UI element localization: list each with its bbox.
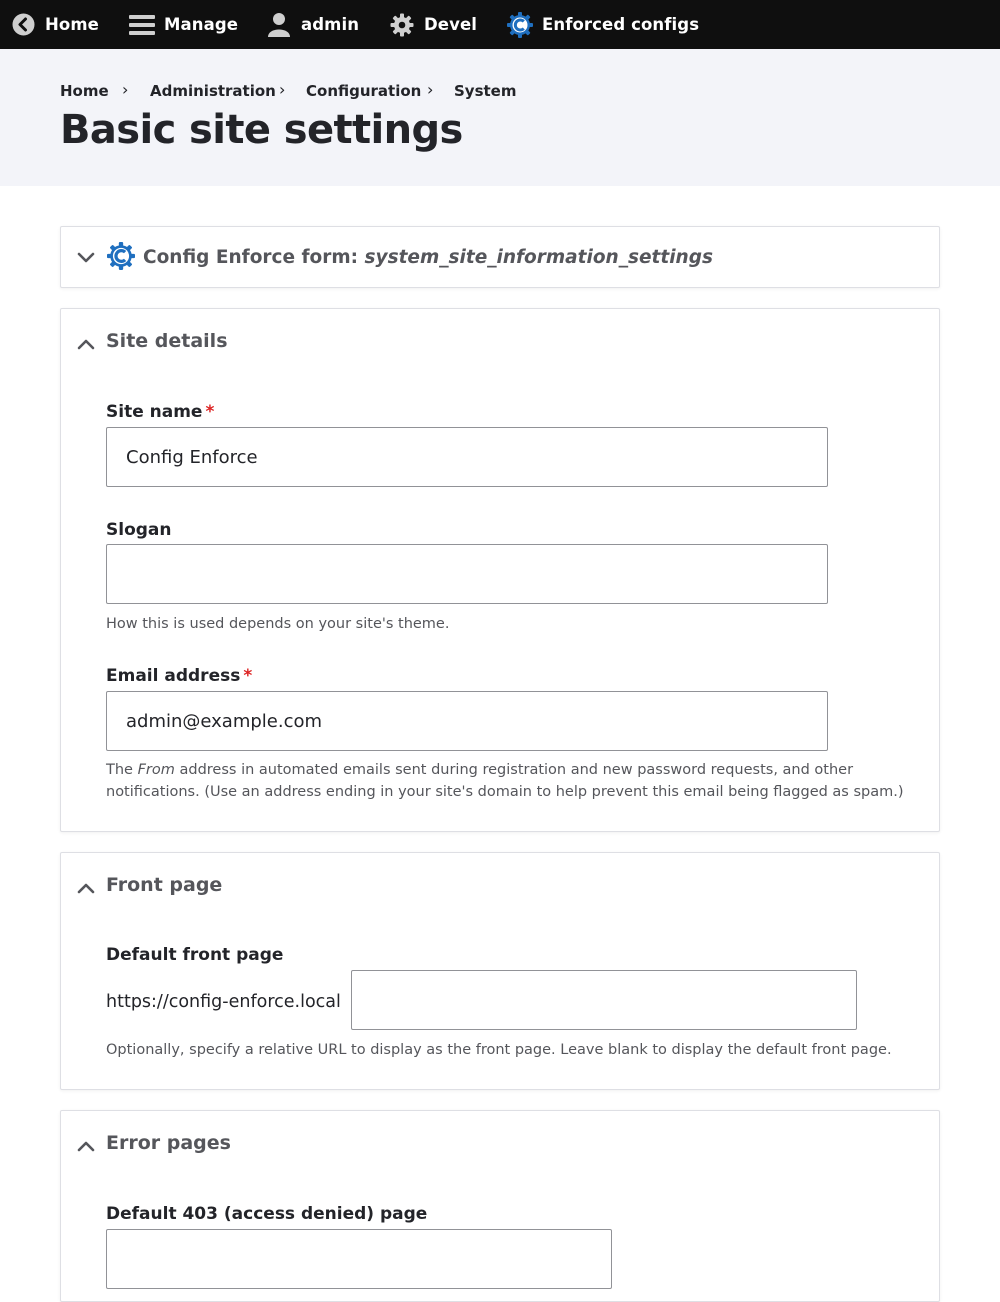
error-pages-summary[interactable] — [61, 1111, 939, 1173]
site-details-summary[interactable] — [61, 309, 939, 371]
breadcrumb-system[interactable]: System — [454, 82, 517, 100]
error-pages-title: Error pages — [106, 1132, 231, 1154]
config-enforce-title-prefix: Config Enforce form: — [143, 247, 365, 268]
config-enforce-title — [143, 247, 713, 268]
toolbar-home-label: Home — [45, 15, 99, 34]
breadcrumb-separator: › — [122, 80, 129, 99]
default-front-page-label: Default front page — [106, 945, 284, 965]
slogan-label: Slogan — [106, 520, 172, 540]
hamburger-icon — [129, 13, 155, 37]
site-name-input[interactable] — [106, 427, 828, 487]
default-front-page-input[interactable] — [351, 970, 857, 1030]
toolbar-enforced-configs-link[interactable] — [507, 0, 699, 49]
breadcrumb-home[interactable]: Home — [60, 82, 109, 100]
chevron-down-icon — [77, 249, 95, 268]
toolbar-manage-label: Manage — [164, 15, 239, 34]
site-details-title: Site details — [106, 330, 228, 352]
front-page-panel — [60, 852, 940, 1090]
gear-icon — [390, 13, 414, 37]
breadcrumb-configuration[interactable]: Configuration — [306, 82, 422, 100]
email-description-em: From — [137, 762, 175, 778]
user-icon — [267, 12, 291, 37]
email-input[interactable] — [106, 691, 828, 751]
chevron-up-icon — [77, 879, 95, 898]
front-page-title: Front page — [106, 874, 223, 896]
front-page-description: Optionally, specify a relative URL to display as the front page. Leave blank to display the default front page. — [106, 1042, 892, 1058]
config-enforce-icon — [107, 242, 135, 270]
config-enforce-form-id: system_site_information_settings — [364, 247, 713, 268]
default-403-input[interactable] — [106, 1229, 612, 1289]
site-details-panel — [60, 308, 940, 832]
toolbar-devel-link[interactable] — [390, 0, 477, 49]
chevron-up-icon — [77, 1137, 95, 1156]
page-header — [0, 49, 1000, 186]
slogan-description: How this is used depends on your site's theme. — [106, 616, 450, 632]
email-label-text: Email address — [106, 666, 241, 686]
config-enforce-summary[interactable] — [61, 227, 939, 287]
page-title: Basic site settings — [60, 107, 463, 153]
toolbar-home-link[interactable] — [12, 0, 99, 49]
breadcrumb-separator: › — [427, 80, 434, 99]
chevron-up-icon — [77, 335, 95, 354]
front-page-url-prefix: https://config-enforce.local — [106, 992, 341, 1012]
error-pages-panel — [60, 1110, 940, 1302]
toolbar-user-label: admin — [301, 15, 360, 34]
config-enforce-icon — [507, 12, 533, 38]
email-description-line1: address in automated emails sent during registration and new password requests, and other — [174, 762, 854, 778]
back-arrow-icon — [12, 13, 35, 36]
site-name-label-text: Site name — [106, 402, 203, 422]
slogan-input[interactable] — [106, 544, 828, 604]
email-label — [106, 666, 252, 686]
admin-toolbar — [0, 0, 1000, 49]
breadcrumb-separator: › — [279, 80, 286, 99]
toolbar-devel-label: Devel — [424, 15, 477, 34]
config-enforce-panel — [60, 226, 940, 288]
required-marker: * — [243, 666, 253, 686]
email-description-line2: notifications. (Use an address ending in your site's domain to help prevent this email being flagged as spam.) — [106, 784, 904, 800]
toolbar-manage-link[interactable] — [129, 0, 238, 49]
default-403-label: Default 403 (access denied) page — [106, 1204, 428, 1224]
breadcrumb-administration[interactable]: Administration — [150, 82, 276, 100]
site-name-label — [106, 402, 214, 422]
email-description — [106, 759, 906, 803]
required-marker: * — [205, 402, 215, 422]
front-page-summary[interactable] — [61, 853, 939, 915]
toolbar-user-link[interactable] — [267, 0, 359, 49]
email-description-pre: The — [106, 762, 138, 778]
toolbar-enforced-configs-label: Enforced configs — [542, 15, 700, 34]
